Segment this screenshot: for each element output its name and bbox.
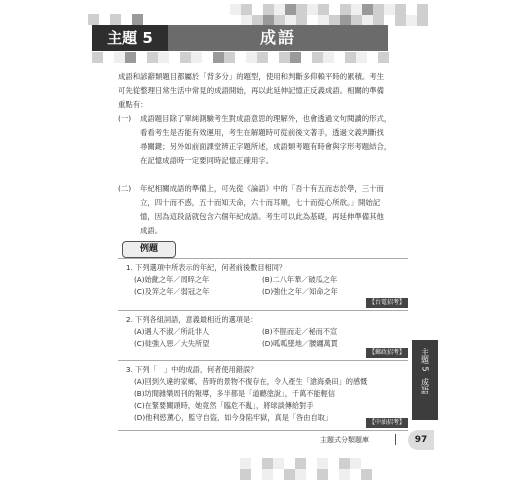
example-label: 例題 xyxy=(122,241,176,258)
question xyxy=(126,262,406,298)
question-stem: 2. 下列各組詞語，意義最相近的選項是： xyxy=(126,315,258,324)
point-line: 成語題目除了單純測驗考生對成語意思的理解外，也會透過文句閱讀的形式， xyxy=(140,114,392,123)
question-option: (B)坊間雜樂周刊的報導，多半都是「道聽塗說」，千萬不能輕信 xyxy=(134,389,336,398)
question-option: (C)及笄之年／弱冠之年 xyxy=(134,287,210,296)
page-number: 97 xyxy=(408,430,434,450)
point-line: 尋關鍵；另外如前面課堂辨正字題所述，成語類考題有時會與字形考題結合， xyxy=(140,142,392,151)
source-tag: 【台電招考】 xyxy=(366,298,408,308)
divider xyxy=(118,310,408,311)
question xyxy=(126,364,410,424)
question-option: (C)徙強入惡／大失所望 xyxy=(134,339,210,348)
point-line: 立，四十而不惑，五十而知天命，六十而耳順，七十而從心所欲。」開始記 xyxy=(140,198,381,207)
point-line: 成語。 xyxy=(140,226,163,235)
checker-decoration-left xyxy=(88,14,154,25)
question-option: (C)在緊要關頭時，她竟然「臨危不亂」，將球談傳給對手 xyxy=(134,401,314,410)
page-title: 成語 xyxy=(168,25,388,51)
question-option: (B)不脛而走／秘而不宣 xyxy=(262,327,338,336)
intro-line: 重點有： xyxy=(118,100,148,109)
question-option: (B)二八年華／破瓜之年 xyxy=(262,275,338,284)
footer-separator xyxy=(395,434,396,445)
point-line: 看看考生是否能有效運用，考生在解題時可從前後文著手，透過文義判斷找 xyxy=(140,128,384,137)
intro-line: 可先從整理日常生活中常見的成語開始，再以此延伸記憶正反義成語。相關的準備 xyxy=(118,86,385,95)
question-option: (A)遇人不淑／所託非人 xyxy=(134,327,210,336)
intro-line: 成語和諺辭類題目都屬於「背多分」的題型，使用和判斷多仰賴平時的累積。考生 xyxy=(118,72,385,81)
side-tab-title: 成語 xyxy=(420,377,430,394)
divider xyxy=(118,258,408,259)
question-stem: 3. 下列「 」中的成語，何者使用錯誤？ xyxy=(126,365,258,374)
question-stem: 1. 下列選項中所表示的年紀，何者前後數目相同？ xyxy=(126,263,287,272)
point-marker: (二) xyxy=(118,184,132,193)
source-tag: 【中油招考】 xyxy=(366,418,408,428)
point-marker: (一) xyxy=(118,114,132,123)
question-option: (D)他利慾薰心，監守自盜，如今身陷牢獄，真是「咎由自取」 xyxy=(134,413,333,422)
topic-label: 主題 5 xyxy=(92,25,168,51)
question-option: (A)始齔之年／周晬之年 xyxy=(134,275,210,284)
question xyxy=(126,314,406,350)
point-line: 在記憶成語時一定要同時記憶正確用字。 xyxy=(140,156,274,165)
checker-decoration-footer xyxy=(240,458,372,480)
intro-paragraph xyxy=(118,70,410,112)
point-item xyxy=(118,112,414,168)
question-option: (D)強仕之年／知命之年 xyxy=(262,287,338,296)
side-tab xyxy=(412,340,438,420)
question-option: (A)回到久違的家鄉，昔時的景物不復存在，令人產生「滄海桑田」的感慨 xyxy=(134,377,368,386)
divider xyxy=(118,430,408,431)
point-line: 年紀相關成語的準備上，可先從《論語》中的「吾十有五而志於學，三十而 xyxy=(140,184,384,193)
point-line: 憶，因為這段話就包含六個年紀成語。考生可以此為基礎，再延伸準備其他 xyxy=(140,212,384,221)
side-tab-topic: 主題 5 xyxy=(420,348,430,372)
divider xyxy=(118,360,408,361)
footer-chapter: 主題式分類題庫 xyxy=(320,436,369,444)
checker-decoration-bottom xyxy=(92,52,422,63)
point-item xyxy=(118,182,414,238)
source-tag: 【郵政招考】 xyxy=(366,348,408,358)
checker-decoration-top xyxy=(230,4,428,26)
question-option: (D)呱呱墜地／腰纏萬貫 xyxy=(262,339,338,348)
